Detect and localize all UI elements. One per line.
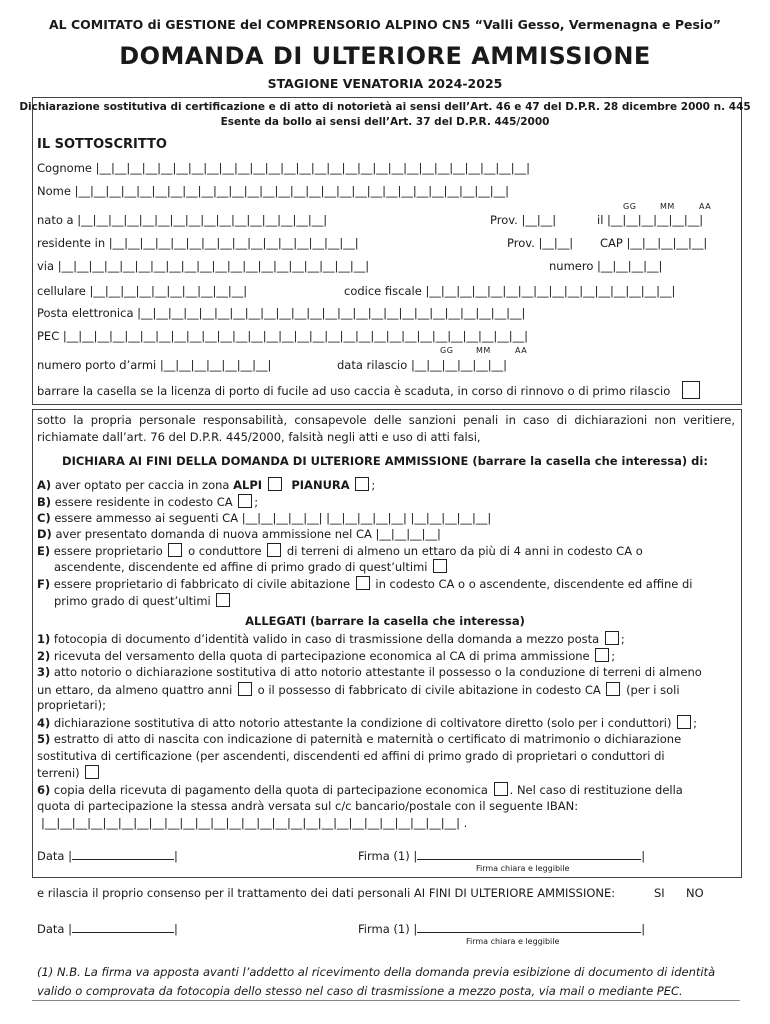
birth-date-group[interactable] bbox=[597, 213, 703, 227]
option-a-alpi: ALPI bbox=[233, 478, 263, 492]
date-2-label: Data | bbox=[37, 922, 72, 936]
il-label: il bbox=[597, 213, 604, 227]
attachment-4-text: dichiarazione sostitutiva di atto notorio attestante la condizione di coltivatore diretto (solo per i conduttori) bbox=[53, 716, 672, 730]
date-1-input[interactable] bbox=[72, 848, 174, 860]
attachment-1-number: 1) bbox=[37, 632, 51, 646]
numero-label: numero bbox=[549, 259, 594, 273]
option-c-text: essere ammesso ai seguenti CA bbox=[54, 511, 239, 525]
nome-row[interactable] bbox=[37, 184, 509, 198]
signature-2-label: Firma (1) | bbox=[358, 922, 418, 936]
date-aa-label-2: AA bbox=[515, 346, 528, 355]
pec-label: PEC bbox=[37, 329, 60, 343]
option-a-letter: A) bbox=[37, 478, 52, 492]
attachment-6-text-b: . Nel caso di restituzione della bbox=[509, 783, 683, 797]
date-1-row[interactable]: Data | | bbox=[37, 849, 178, 863]
attachment-5[interactable] bbox=[37, 732, 681, 746]
residente-row[interactable] bbox=[37, 236, 359, 250]
cognome-label: Cognome bbox=[37, 161, 92, 175]
option-e[interactable] bbox=[37, 543, 735, 558]
option-f-text3: primo grado di quest’ultimi bbox=[54, 594, 211, 608]
attachment-5-checkbox[interactable] bbox=[85, 765, 99, 779]
cognome-row[interactable] bbox=[37, 161, 530, 175]
cellulare-field[interactable]: |__|__|__|__|__|__|__|__|__|__| bbox=[89, 284, 248, 298]
footnote-line-2: valido o comprovata da fotocopia dello stesso nel caso di trasmissione a mezzo posta, via mail o mediante PEC. bbox=[37, 984, 683, 998]
option-f-text1: essere proprietario di fabbricato di civile abitazione bbox=[53, 577, 351, 591]
option-d-ca-field[interactable]: |__|__|__|__| bbox=[375, 527, 441, 541]
via-field[interactable]: |__|__|__|__|__|__|__|__|__|__|__|__|__|__|__|__|__|__|__|__| bbox=[57, 259, 370, 273]
cognome-field[interactable]: |__|__|__|__|__|__|__|__|__|__|__|__|__|__|__|__|__|__|__|__|__|__|__|__|__|__|__|__| bbox=[95, 161, 530, 175]
date-gg-label-2: GG bbox=[440, 346, 454, 355]
residente-prov-group[interactable] bbox=[507, 236, 573, 250]
option-a-pianura: PIANURA bbox=[291, 478, 350, 492]
posta-field[interactable]: |__|__|__|__|__|__|__|__|__|__|__|__|__|__|__|__|__|__|__|__|__|__|__|__|__| bbox=[137, 306, 526, 320]
footnote-line-1: (1) N.B. La firma va apposta avanti l’addetto al ricevimento della domanda previa esibizione di documento di identità bbox=[37, 965, 716, 979]
signature-2-input[interactable] bbox=[417, 921, 641, 933]
attachment-4-checkbox[interactable] bbox=[677, 715, 691, 729]
alpi-checkbox[interactable] bbox=[268, 477, 282, 491]
cap-group[interactable] bbox=[600, 236, 707, 250]
option-d-letter: D) bbox=[37, 527, 52, 541]
attachment-3-text-b: un ettaro, da almeno quattro anni bbox=[37, 683, 233, 697]
data-rilascio-label: data rilascio bbox=[337, 358, 408, 372]
option-c-ca-field-1[interactable]: |__|__|__|__|__| bbox=[241, 511, 323, 525]
attachment-3-text-d: (per i soli bbox=[626, 683, 680, 697]
attachment-4-number: 4) bbox=[37, 716, 51, 730]
attachment-2[interactable]: 2) ricevuta del versamento della quota di partecipazione economica al CA di prima ammissione ; bbox=[37, 649, 616, 663]
via-label: via bbox=[37, 259, 55, 273]
option-e-text2: o conduttore bbox=[188, 544, 262, 558]
undersigned-heading: IL SOTTOSCRITTO bbox=[37, 137, 167, 152]
signature-1-row[interactable]: Firma (1) | | bbox=[358, 849, 646, 863]
cap-field[interactable]: |__|__|__|__|__| bbox=[626, 236, 708, 250]
attachment-5-text-c: terreni) bbox=[37, 766, 80, 780]
numero-field[interactable]: |__|__|__|__| bbox=[597, 259, 663, 273]
option-c-ca-field-2[interactable]: |__|__|__|__|__| bbox=[326, 511, 407, 525]
attachment-5-number: 5) bbox=[37, 732, 51, 746]
option-f-letter: F) bbox=[37, 577, 51, 591]
attachment-2-number: 2) bbox=[37, 649, 51, 663]
proprietario-checkbox[interactable] bbox=[168, 543, 182, 557]
cap-label: CAP bbox=[600, 236, 623, 250]
signature-1-input[interactable] bbox=[417, 848, 641, 860]
option-e-letter: E) bbox=[37, 544, 51, 558]
consent-si[interactable]: SI bbox=[654, 886, 665, 900]
consent-no[interactable]: NO bbox=[686, 886, 704, 900]
date-gg-label: GG bbox=[623, 202, 637, 211]
attachment-4[interactable]: 4) dichiarazione sostitutiva di atto notorio attestante la condizione di coltivatore diretto (solo per i conduttori) ; bbox=[37, 716, 698, 730]
option-f-affine-checkbox[interactable] bbox=[216, 593, 230, 607]
signature-1-note: Firma chiara e leggibile bbox=[476, 864, 570, 873]
conduttore-checkbox[interactable] bbox=[267, 543, 281, 557]
attachment-1[interactable]: 1) fotocopia di documento d’identità valido in caso di trasmissione della domanda a mezzo posta ; bbox=[37, 632, 625, 646]
pec-field[interactable]: |__|__|__|__|__|__|__|__|__|__|__|__|__|__|__|__|__|__|__|__|__|__|__|__|__|__|__|__|__|__| bbox=[62, 329, 529, 343]
porto-armi-field[interactable]: |__|__|__|__|__|__|__| bbox=[159, 358, 272, 372]
cellulare-label: cellulare bbox=[37, 284, 86, 298]
consent-text: e rilascia il proprio consenso per il trattamento dei dati personali AI FINI DI ULTERIORE AMMISSIONE: bbox=[37, 886, 616, 900]
option-c-ca-field-3[interactable]: |__|__|__|__|__| bbox=[410, 511, 492, 525]
attachment-2-checkbox[interactable] bbox=[595, 648, 609, 662]
page-title: DOMANDA DI ULTERIORE AMMISSIONE bbox=[119, 42, 651, 70]
via-row[interactable] bbox=[37, 259, 369, 273]
cellulare-row[interactable] bbox=[37, 284, 247, 298]
attachment-3-terreni-checkbox[interactable] bbox=[238, 682, 252, 696]
data-rilascio-group[interactable] bbox=[337, 358, 507, 372]
attachment-5-line-3[interactable] bbox=[37, 765, 101, 780]
nato-prov-field[interactable]: |__|__| bbox=[521, 213, 557, 227]
porto-armi-label: numero porto d’armi bbox=[37, 358, 157, 372]
codice-fiscale-field[interactable]: |__|__|__|__|__|__|__|__|__|__|__|__|__|__|__|__| bbox=[425, 284, 676, 298]
nome-field[interactable]: |__|__|__|__|__|__|__|__|__|__|__|__|__|__|__|__|__|__|__|__|__|__|__|__|__|__|__|__| bbox=[74, 184, 509, 198]
licenza-checkbox[interactable] bbox=[682, 381, 700, 399]
attachment-6-number: 6) bbox=[37, 783, 51, 797]
committee-heading: AL COMITATO di GESTIONE del COMPRENSORIO ALPINO CN5 “Valli Gesso, Vermenagna e Pesio” bbox=[49, 17, 721, 32]
attachment-3-fabbricato-checkbox[interactable] bbox=[606, 682, 620, 696]
date-mm-label-2: MM bbox=[476, 346, 491, 355]
declaration-line-2: Esente da bollo ai sensi dell’Art. 37 del D.P.R. 445/2000 bbox=[220, 116, 550, 128]
option-e-text1: essere proprietario bbox=[53, 544, 163, 558]
attachment-5-text-a: estratto di atto di nascita con indicazione di paternità e maternità o certificato di matrimonio o dichiarazione bbox=[53, 732, 682, 746]
attachment-3-text-e: proprietari); bbox=[37, 698, 106, 712]
option-c[interactable] bbox=[37, 511, 491, 525]
attachment-1-text: fotocopia di documento d’identità valido in caso di trasmissione della domanda a mezzo posta bbox=[53, 632, 600, 646]
option-f-continued[interactable] bbox=[54, 593, 232, 608]
option-f[interactable] bbox=[37, 576, 692, 591]
codice-fiscale-label: codice fiscale bbox=[344, 284, 422, 298]
responsibility-text: sotto la propria personale responsabilità, consapevole delle sanzioni penali in caso di dichiarazioni non veritiere, richiamate dall’art. 76 del D.P.R. 445/2000, falsità negli atti e uso di atti falsi, bbox=[37, 413, 735, 444]
option-f-text2: in codesto CA o o ascendente, discendente ed affine di bbox=[375, 577, 693, 591]
attachment-5-text-b: sostitutiva di certificazione (per ascendenti, discendenti ed affini di primo grado di proprietari o conduttori di bbox=[37, 749, 665, 763]
attachment-2-text: ricevuta del versamento della quota di partecipazione economica al CA di prima ammissione bbox=[53, 649, 590, 663]
date-1-label: Data | bbox=[37, 849, 72, 863]
nome-label: Nome bbox=[37, 184, 71, 198]
codice-fiscale-group[interactable] bbox=[344, 284, 675, 298]
nato-prov-group[interactable] bbox=[490, 213, 556, 227]
attachment-3[interactable] bbox=[37, 665, 702, 679]
attachment-3-text-a: atto notorio o dichiarazione sostitutiva di atto notorio attestante il possesso o la conduzione di terreni di almeno bbox=[53, 665, 702, 679]
option-b-checkbox[interactable] bbox=[238, 494, 252, 508]
option-e-text3: di terreni di almeno un ettaro da più di 4 anni in codesto CA o bbox=[286, 544, 643, 558]
option-b[interactable]: B) essere residente in codesto CA ; bbox=[37, 495, 259, 509]
nato-a-field[interactable]: |__|__|__|__|__|__|__|__|__|__|__|__|__|__|__|__| bbox=[77, 213, 328, 227]
attachment-6[interactable] bbox=[37, 782, 683, 797]
option-b-letter: B) bbox=[37, 495, 52, 509]
residente-field[interactable]: |__|__|__|__|__|__|__|__|__|__|__|__|__|__|__|__| bbox=[108, 236, 359, 250]
fabbricato-checkbox[interactable] bbox=[356, 576, 370, 590]
nato-a-label: nato a bbox=[37, 213, 74, 227]
option-e-text4: ascendente, discendente ed affine di primo grado di quest’ultimi bbox=[54, 560, 428, 574]
iban-field[interactable]: |__|__|__|__|__|__|__|__|__|__|__|__|__|__|__|__|__|__|__|__|__|__|__|__|__|__|__| bbox=[41, 816, 460, 830]
attachment-3-text-c: o il possesso di fabbricato di civile abitazione in codesto CA bbox=[257, 683, 601, 697]
posta-label: Posta elettronica bbox=[37, 306, 134, 320]
prov-label-2: Prov. bbox=[507, 236, 535, 250]
data-rilascio-field[interactable]: |__|__|__|__|__|__| bbox=[410, 358, 508, 372]
attachments-heading: ALLEGATI (barrare la casella che interessa) bbox=[245, 614, 525, 628]
option-e-continued[interactable] bbox=[54, 559, 449, 574]
licenza-row[interactable] bbox=[37, 381, 702, 399]
date-2-input[interactable] bbox=[72, 921, 174, 933]
residente-prov-field[interactable]: |__|__| bbox=[538, 236, 574, 250]
attachment-6-checkbox[interactable] bbox=[494, 782, 508, 796]
attachment-3-number: 3) bbox=[37, 665, 51, 679]
porto-armi-row[interactable] bbox=[37, 358, 271, 372]
declares-heading: DICHIARA AI FINI DELLA DOMANDA DI ULTERIORE AMMISSIONE (barrare la casella che interessa) di: bbox=[62, 454, 708, 468]
attachment-6-text-c: quota di partecipazione la stessa andrà versata sul c/c bancario/postale con il seguente IBAN: bbox=[37, 799, 579, 813]
numero-group[interactable] bbox=[549, 259, 662, 273]
attachment-6-text-a: copia della ricevuta di pagamento della quota di partecipazione economica bbox=[53, 783, 488, 797]
iban-row[interactable]: |__|__|__|__|__|__|__|__|__|__|__|__|__|__|__|__|__|__|__|__|__|__|__|__|__|__|__| . bbox=[41, 816, 468, 830]
signature-2-note: Firma chiara e leggibile bbox=[466, 937, 560, 946]
pec-row[interactable] bbox=[37, 329, 528, 343]
option-b-text: essere residente in codesto CA bbox=[54, 495, 233, 509]
option-d[interactable] bbox=[37, 527, 441, 541]
residente-label: residente in bbox=[37, 236, 106, 250]
option-a-text: aver optato per caccia in zona bbox=[54, 478, 230, 492]
prov-label: Prov. bbox=[490, 213, 518, 227]
option-a[interactable]: A) aver optato per caccia in zona ALPI PIANURA ; bbox=[37, 478, 376, 492]
date-2-row[interactable]: Data | | bbox=[37, 922, 178, 936]
date-mm-label: MM bbox=[660, 202, 675, 211]
declaration-line-1: Dichiarazione sostitutiva di certificazione e di atto di notorietà ai sensi dell’Art. 46 e 47 del D.P.R. 28 dicembre 2000 n. 445 bbox=[19, 101, 751, 113]
birth-date-field[interactable]: |__|__|__|__|__|__| bbox=[607, 213, 704, 227]
signature-1-label: Firma (1) | bbox=[358, 849, 418, 863]
attachment-3-line-2[interactable] bbox=[37, 682, 680, 697]
bottom-rule bbox=[32, 1000, 740, 1001]
licenza-note: barrare la casella se la licenza di porto di fucile ad uso caccia è scaduta, in corso di rinnovo o di primo rilascio bbox=[37, 384, 671, 398]
date-aa-label: AA bbox=[699, 202, 712, 211]
posta-row[interactable] bbox=[37, 306, 525, 320]
option-d-text: aver presentato domanda di nuova ammissione nel CA bbox=[55, 527, 372, 541]
attachment-1-checkbox[interactable] bbox=[605, 631, 619, 645]
option-e-affine-checkbox[interactable] bbox=[433, 559, 447, 573]
nato-row[interactable] bbox=[37, 213, 327, 227]
season-subtitle: STAGIONE VENATORIA 2024-2025 bbox=[267, 76, 503, 91]
signature-2-row[interactable]: Firma (1) | | bbox=[358, 922, 646, 936]
option-c-letter: C) bbox=[37, 511, 51, 525]
pianura-checkbox[interactable] bbox=[355, 477, 369, 491]
